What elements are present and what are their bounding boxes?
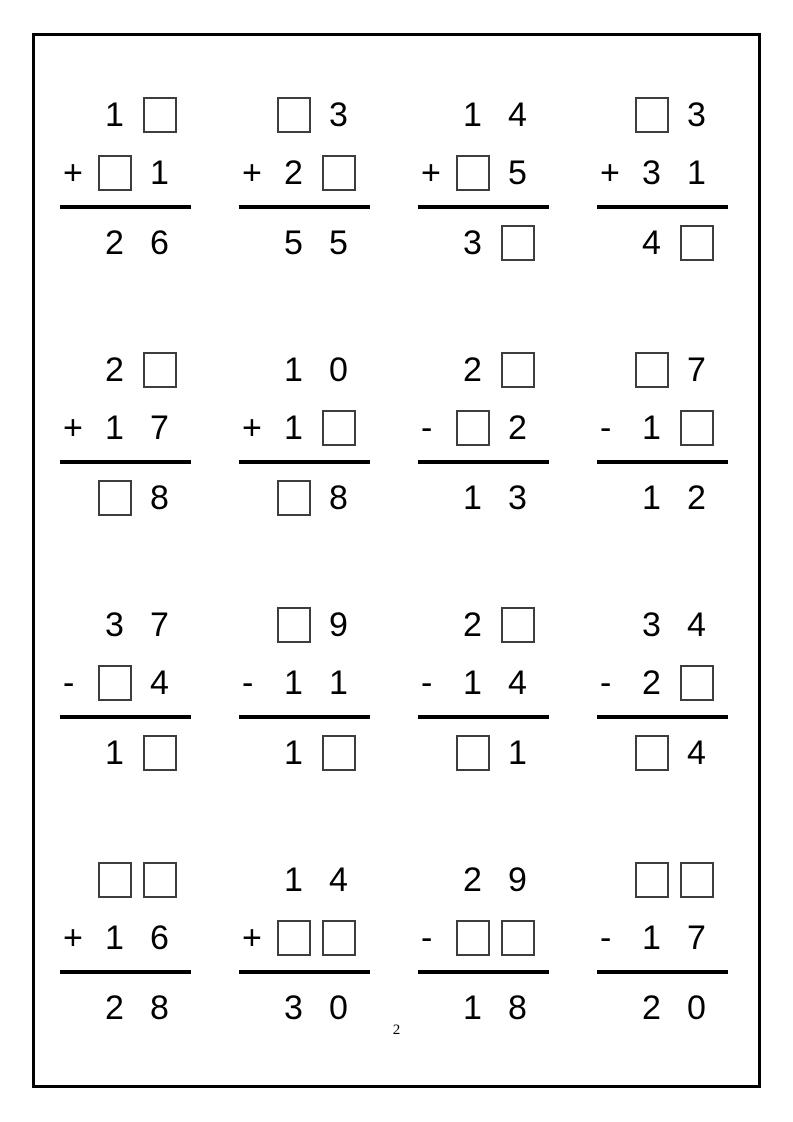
top-operand-row bbox=[597, 858, 728, 902]
digit-cell-empty bbox=[92, 661, 137, 705]
missing-digit-box[interactable] bbox=[322, 410, 356, 446]
digit-cell-empty bbox=[629, 93, 674, 137]
plus-operator: + bbox=[421, 154, 441, 192]
operator-spacer bbox=[239, 731, 271, 775]
operator-spacer bbox=[418, 221, 450, 265]
problem-7 bbox=[418, 348, 549, 520]
answer-operand-row bbox=[239, 221, 370, 265]
top-operand-row bbox=[60, 93, 191, 137]
digit-cell: 8 bbox=[508, 988, 527, 1027]
digit-cell: 0 bbox=[329, 988, 348, 1027]
problem-8 bbox=[597, 348, 728, 520]
digit-cell: 9 bbox=[329, 605, 348, 644]
digit-cell: 1 bbox=[284, 663, 303, 702]
top-operand-row bbox=[597, 93, 728, 137]
digit-cell-empty bbox=[495, 916, 540, 960]
bottom-operand-row bbox=[239, 151, 370, 195]
digit-cell: 5 bbox=[329, 223, 348, 262]
problem-5 bbox=[60, 348, 191, 520]
page-number: 2 bbox=[392, 1022, 401, 1038]
digit-cell: 1 bbox=[463, 663, 482, 702]
top-operand-row bbox=[418, 603, 549, 647]
digit-cell: 8 bbox=[329, 478, 348, 517]
bottom-operand-row bbox=[239, 406, 370, 450]
digit-cell-empty bbox=[450, 731, 495, 775]
bottom-operand-row bbox=[597, 406, 728, 450]
top-operand-row bbox=[239, 603, 370, 647]
answer-operand-row bbox=[239, 731, 370, 775]
answer-operand-row bbox=[418, 476, 549, 520]
digit-cell: 1 bbox=[463, 95, 482, 134]
problem-10 bbox=[239, 603, 370, 775]
digit-cell: 2 bbox=[105, 350, 124, 389]
bottom-operand-row bbox=[597, 916, 728, 960]
problem-1 bbox=[60, 93, 191, 265]
operator-spacer bbox=[60, 221, 92, 265]
digit-cell: 7 bbox=[150, 605, 169, 644]
digit-cell-empty bbox=[316, 916, 361, 960]
operator-spacer bbox=[418, 731, 450, 775]
answer-line bbox=[597, 970, 728, 974]
missing-digit-box[interactable] bbox=[322, 920, 356, 956]
problem-2 bbox=[239, 93, 370, 265]
answer-line bbox=[597, 715, 728, 719]
bottom-operand-row bbox=[60, 151, 191, 195]
answer-operand-row bbox=[60, 221, 191, 265]
digit-cell: 3 bbox=[642, 153, 661, 192]
missing-digit-box[interactable] bbox=[680, 410, 714, 446]
operator-spacer bbox=[60, 603, 92, 647]
digit-cell: 3 bbox=[463, 223, 482, 262]
bottom-operand-row bbox=[418, 406, 549, 450]
operator-spacer bbox=[418, 93, 450, 137]
minus-operator: - bbox=[421, 409, 433, 447]
answer-line bbox=[60, 715, 191, 719]
digit-cell: 1 bbox=[105, 733, 124, 772]
digit-cell-empty bbox=[137, 731, 182, 775]
digit-cell: 4 bbox=[508, 95, 527, 134]
top-operand-row bbox=[597, 603, 728, 647]
operator-spacer bbox=[418, 858, 450, 902]
digit-cell-empty bbox=[450, 916, 495, 960]
minus-operator: - bbox=[600, 664, 612, 702]
bottom-operand-row bbox=[418, 916, 549, 960]
digit-cell-empty bbox=[674, 406, 719, 450]
missing-digit-box[interactable] bbox=[635, 352, 669, 388]
digit-cell: 4 bbox=[508, 663, 527, 702]
digit-cell-empty bbox=[92, 476, 137, 520]
digit-cell-empty bbox=[137, 858, 182, 902]
digit-cell: 3 bbox=[284, 988, 303, 1027]
plus-operator: + bbox=[63, 919, 83, 957]
top-operand-row bbox=[418, 348, 549, 392]
digit-cell: 0 bbox=[329, 350, 348, 389]
digit-cell: 4 bbox=[150, 663, 169, 702]
missing-digit-box[interactable] bbox=[635, 97, 669, 133]
operator-spacer bbox=[597, 476, 629, 520]
plus-operator: + bbox=[242, 409, 262, 447]
top-operand-row bbox=[239, 348, 370, 392]
operator-spacer bbox=[239, 348, 271, 392]
top-operand-row bbox=[60, 858, 191, 902]
digit-cell: 2 bbox=[687, 478, 706, 517]
digit-cell: 3 bbox=[687, 95, 706, 134]
missing-digit-box[interactable] bbox=[456, 410, 490, 446]
digit-cell-empty bbox=[271, 93, 316, 137]
problem-6 bbox=[239, 348, 370, 520]
digit-cell: 3 bbox=[105, 605, 124, 644]
missing-digit-box[interactable] bbox=[680, 665, 714, 701]
answer-line bbox=[60, 205, 191, 209]
digit-cell: 2 bbox=[642, 663, 661, 702]
digit-cell: 1 bbox=[105, 918, 124, 957]
answer-line bbox=[60, 970, 191, 974]
missing-digit-box[interactable] bbox=[98, 665, 132, 701]
digit-cell-empty bbox=[450, 151, 495, 195]
digit-cell-empty bbox=[316, 731, 361, 775]
missing-digit-box[interactable] bbox=[456, 735, 490, 771]
missing-digit-box[interactable] bbox=[456, 920, 490, 956]
missing-digit-box[interactable] bbox=[98, 155, 132, 191]
digit-cell: 2 bbox=[463, 860, 482, 899]
missing-digit-box[interactable] bbox=[456, 155, 490, 191]
digit-cell: 7 bbox=[150, 408, 169, 447]
operator-spacer bbox=[239, 476, 271, 520]
digit-cell-empty bbox=[271, 916, 316, 960]
digit-cell: 1 bbox=[463, 478, 482, 517]
operator-spacer bbox=[60, 93, 92, 137]
top-operand-row bbox=[60, 348, 191, 392]
minus-operator: - bbox=[600, 409, 612, 447]
problem-12 bbox=[597, 603, 728, 775]
answer-operand-row bbox=[597, 221, 728, 265]
digit-cell-empty bbox=[674, 858, 719, 902]
digit-cell: 4 bbox=[687, 605, 706, 644]
answer-line bbox=[418, 460, 549, 464]
missing-digit-box[interactable] bbox=[143, 97, 177, 133]
digit-cell-empty bbox=[674, 661, 719, 705]
operator-spacer bbox=[60, 348, 92, 392]
operator-spacer bbox=[418, 476, 450, 520]
digit-cell: 1 bbox=[105, 95, 124, 134]
digit-cell-empty bbox=[92, 151, 137, 195]
digit-cell: 1 bbox=[508, 733, 527, 772]
problem-13 bbox=[60, 858, 191, 1030]
digit-cell-empty bbox=[629, 348, 674, 392]
plus-operator: + bbox=[63, 154, 83, 192]
digit-cell-empty bbox=[629, 858, 674, 902]
problem-3 bbox=[418, 93, 549, 265]
digit-cell: 1 bbox=[463, 988, 482, 1027]
operator-spacer bbox=[60, 858, 92, 902]
digit-cell: 1 bbox=[284, 408, 303, 447]
problem-9 bbox=[60, 603, 191, 775]
answer-operand-row bbox=[60, 731, 191, 775]
minus-operator: - bbox=[600, 919, 612, 957]
answer-operand-row bbox=[60, 476, 191, 520]
operator-spacer bbox=[418, 348, 450, 392]
digit-cell-empty bbox=[316, 406, 361, 450]
missing-digit-box[interactable] bbox=[98, 862, 132, 898]
digit-cell: 5 bbox=[284, 223, 303, 262]
answer-operand-row bbox=[239, 476, 370, 520]
operator-spacer bbox=[597, 93, 629, 137]
plus-operator: + bbox=[63, 409, 83, 447]
answer-line bbox=[60, 460, 191, 464]
operator-spacer bbox=[239, 221, 271, 265]
operator-spacer bbox=[239, 603, 271, 647]
missing-digit-box[interactable] bbox=[143, 862, 177, 898]
missing-digit-box[interactable] bbox=[501, 352, 535, 388]
bottom-operand-row bbox=[239, 916, 370, 960]
digit-cell-empty bbox=[495, 348, 540, 392]
plus-operator: + bbox=[600, 154, 620, 192]
digit-cell-empty bbox=[629, 731, 674, 775]
problem-11 bbox=[418, 603, 549, 775]
operator-spacer bbox=[239, 858, 271, 902]
operator-spacer bbox=[597, 858, 629, 902]
plus-operator: + bbox=[242, 919, 262, 957]
digit-cell: 8 bbox=[150, 478, 169, 517]
answer-line bbox=[418, 970, 549, 974]
digit-cell: 7 bbox=[687, 918, 706, 957]
missing-digit-box[interactable] bbox=[635, 862, 669, 898]
digit-cell: 3 bbox=[329, 95, 348, 134]
digit-cell: 1 bbox=[687, 153, 706, 192]
digit-cell: 1 bbox=[105, 408, 124, 447]
plus-operator: + bbox=[242, 154, 262, 192]
answer-line bbox=[239, 205, 370, 209]
digit-cell: 4 bbox=[687, 733, 706, 772]
bottom-operand-row bbox=[418, 151, 549, 195]
missing-digit-box[interactable] bbox=[501, 225, 535, 261]
minus-operator: - bbox=[421, 664, 433, 702]
missing-digit-box[interactable] bbox=[501, 920, 535, 956]
digit-cell: 4 bbox=[329, 860, 348, 899]
missing-digit-box[interactable] bbox=[635, 735, 669, 771]
digit-cell: 2 bbox=[463, 605, 482, 644]
digit-cell: 1 bbox=[642, 408, 661, 447]
top-operand-row bbox=[239, 93, 370, 137]
answer-line bbox=[597, 460, 728, 464]
missing-digit-box[interactable] bbox=[98, 480, 132, 516]
top-operand-row bbox=[60, 603, 191, 647]
digit-cell: 2 bbox=[105, 988, 124, 1027]
digit-cell-empty bbox=[674, 221, 719, 265]
digit-cell: 1 bbox=[284, 350, 303, 389]
digit-cell-empty bbox=[450, 406, 495, 450]
digit-cell: 1 bbox=[642, 478, 661, 517]
digit-cell: 5 bbox=[508, 153, 527, 192]
digit-cell: 4 bbox=[642, 223, 661, 262]
operator-spacer bbox=[597, 603, 629, 647]
operator-spacer bbox=[597, 221, 629, 265]
problem-4 bbox=[597, 93, 728, 265]
digit-cell: 7 bbox=[687, 350, 706, 389]
missing-digit-box[interactable] bbox=[501, 607, 535, 643]
bottom-operand-row bbox=[597, 151, 728, 195]
missing-digit-box[interactable] bbox=[322, 155, 356, 191]
minus-operator: - bbox=[421, 919, 433, 957]
answer-line bbox=[239, 460, 370, 464]
problem-15 bbox=[418, 858, 549, 1030]
digit-cell: 9 bbox=[508, 860, 527, 899]
top-operand-row bbox=[418, 858, 549, 902]
page-border bbox=[32, 33, 761, 1088]
minus-operator: - bbox=[63, 664, 75, 702]
digit-cell-empty bbox=[271, 603, 316, 647]
digit-cell: 2 bbox=[508, 408, 527, 447]
digit-cell: 1 bbox=[284, 733, 303, 772]
digit-cell: 3 bbox=[508, 478, 527, 517]
digit-cell-empty bbox=[271, 476, 316, 520]
bottom-operand-row bbox=[597, 661, 728, 705]
digit-cell: 2 bbox=[284, 153, 303, 192]
problem-14 bbox=[239, 858, 370, 1030]
missing-digit-box[interactable] bbox=[322, 735, 356, 771]
digit-cell-empty bbox=[495, 221, 540, 265]
digit-cell: 6 bbox=[150, 918, 169, 957]
bottom-operand-row bbox=[418, 661, 549, 705]
digit-cell: 0 bbox=[687, 988, 706, 1027]
digit-cell: 1 bbox=[150, 153, 169, 192]
missing-digit-box[interactable] bbox=[277, 480, 311, 516]
bottom-operand-row bbox=[60, 661, 191, 705]
digit-cell-empty bbox=[137, 348, 182, 392]
bottom-operand-row bbox=[60, 916, 191, 960]
digit-cell-empty bbox=[316, 151, 361, 195]
answer-line bbox=[597, 205, 728, 209]
answer-operand-row bbox=[418, 221, 549, 265]
bottom-operand-row bbox=[239, 661, 370, 705]
digit-cell-empty bbox=[92, 858, 137, 902]
operator-spacer bbox=[597, 348, 629, 392]
bottom-operand-row bbox=[60, 406, 191, 450]
digit-cell: 2 bbox=[105, 223, 124, 262]
answer-line bbox=[418, 715, 549, 719]
answer-line bbox=[239, 970, 370, 974]
operator-spacer bbox=[239, 93, 271, 137]
missing-digit-box[interactable] bbox=[680, 225, 714, 261]
operator-spacer bbox=[597, 731, 629, 775]
problems-grid bbox=[60, 93, 728, 1030]
operator-spacer bbox=[60, 731, 92, 775]
answer-operand-row bbox=[597, 476, 728, 520]
digit-cell: 8 bbox=[150, 988, 169, 1027]
digit-cell: 2 bbox=[463, 350, 482, 389]
missing-digit-box[interactable] bbox=[277, 97, 311, 133]
digit-cell-empty bbox=[495, 603, 540, 647]
problem-16 bbox=[597, 858, 728, 1030]
missing-digit-box[interactable] bbox=[143, 735, 177, 771]
digit-cell: 6 bbox=[150, 223, 169, 262]
top-operand-row bbox=[418, 93, 549, 137]
digit-cell: 1 bbox=[329, 663, 348, 702]
answer-operand-row bbox=[597, 731, 728, 775]
missing-digit-box[interactable] bbox=[277, 607, 311, 643]
missing-digit-box[interactable] bbox=[143, 352, 177, 388]
missing-digit-box[interactable] bbox=[680, 862, 714, 898]
digit-cell: 3 bbox=[642, 605, 661, 644]
answer-line bbox=[418, 205, 549, 209]
operator-spacer bbox=[60, 476, 92, 520]
digit-cell: 2 bbox=[642, 988, 661, 1027]
digit-cell: 1 bbox=[642, 918, 661, 957]
top-operand-row bbox=[239, 858, 370, 902]
answer-operand-row bbox=[418, 731, 549, 775]
minus-operator: - bbox=[242, 664, 254, 702]
missing-digit-box[interactable] bbox=[277, 920, 311, 956]
answer-line bbox=[239, 715, 370, 719]
digit-cell-empty bbox=[137, 93, 182, 137]
operator-spacer bbox=[418, 603, 450, 647]
digit-cell: 1 bbox=[284, 860, 303, 899]
top-operand-row bbox=[597, 348, 728, 392]
